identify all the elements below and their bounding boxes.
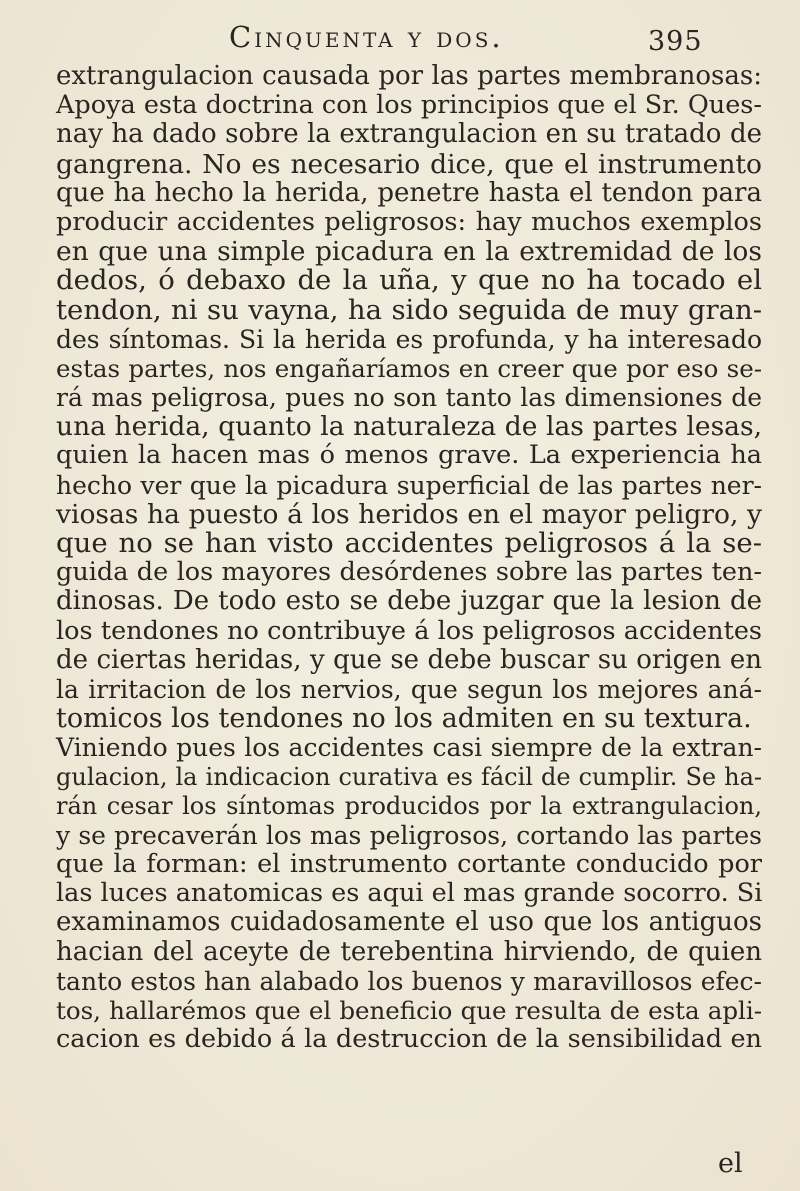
- text-line: Apoya esta doctrina con los principios que el Sr. Ques-: [56, 90, 762, 121]
- text-line: gulacion, la indicacion curativa es fácil de cumplir. Se ha-: [56, 762, 762, 791]
- text-line: rán cesar los síntomas producidos por la extrangulacion,: [56, 791, 762, 820]
- text-line: que no se han visto accidentes peligrosos á la se-: [56, 527, 762, 559]
- text-line: viosas ha puesto á los heridos en el mayor peligro, y: [56, 498, 762, 530]
- text-line: extrangulacion causada por las partes membranosas:: [56, 61, 762, 91]
- text-line: producir accidentes peligrosos: hay muchos exemplos: [56, 206, 762, 237]
- text-line: tos, hallarémos que el beneficio que resulta de esta apli-: [56, 996, 762, 1025]
- text-line: estas partes, nos engañaríamos en creer que por eso se-: [56, 353, 762, 383]
- text-line: gangrena. No es necesario dice, que el instrumento: [56, 148, 762, 180]
- text-line: cacion es debido á la destruccion de la sensibilidad en: [56, 1024, 762, 1055]
- text-line: dedos, ó debaxo de la uña, y que no ha tocado el: [56, 264, 762, 297]
- text-line: tanto estos han alabado los buenos y maravillosos efec-: [56, 966, 762, 996]
- text-line: que ha hecho la herida, penetre hasta el tendon para: [56, 177, 762, 208]
- text-line: guida de los mayores desórdenes sobre las partes ten-: [56, 557, 762, 588]
- page-number: 395: [648, 26, 703, 57]
- catchword: el: [718, 1148, 743, 1179]
- text-line: tendon, ni su vayna, ha sido seguida de muy gran-: [56, 293, 762, 326]
- text-line: Viniendo pues los accidentes casi siempre de la extran-: [56, 733, 762, 763]
- page-header: [0, 14, 800, 58]
- text-line: hacian del aceyte de terebentina hirviendo, de quien: [56, 936, 762, 967]
- text-line: rá mas peligrosa, pues no son tanto las dimensiones de: [56, 383, 762, 413]
- text-line: dinosas. De todo esto se debe juzgar que la lesion de: [56, 586, 762, 617]
- text-line: en que una simple picadura en la extremidad de los: [56, 236, 762, 268]
- text-line: la irritacion de los nervios, que segun los mejores aná-: [56, 674, 762, 704]
- body-text: [56, 62, 762, 1054]
- text-line: y se precaverán los mas peligrosos, cortando las partes: [56, 820, 762, 850]
- text-line: examinamos cuidadosamente el uso que los antiguos: [56, 907, 762, 938]
- text-line: de ciertas heridas, y que se debe buscar su origen en: [56, 644, 762, 675]
- running-head: Cinquenta y dos.: [229, 20, 504, 54]
- text-line: una herida, quanto la naturaleza de las partes lesas,: [56, 411, 762, 443]
- text-line: las luces anatomicas es aqui el mas grande socorro. Si: [56, 878, 763, 909]
- text-line: los tendones no contribuye á los peligrosos accidentes: [56, 615, 762, 646]
- text-line: hecho ver que la picadura superficial de las partes ner-: [56, 470, 762, 500]
- text-line: que la forman: el instrumento cortante conducido por: [56, 849, 762, 880]
- text-line: quien la hacen mas ó menos grave. La experiencia ha: [56, 440, 762, 471]
- text-line: nay ha dado sobre la extrangulacion en su tratado de: [56, 119, 762, 150]
- paragraph-end-line: tomicos los tendones no los admiten en su textura.: [56, 703, 752, 735]
- text-line: des síntomas. Si la herida es profunda, y ha interesado: [56, 324, 762, 354]
